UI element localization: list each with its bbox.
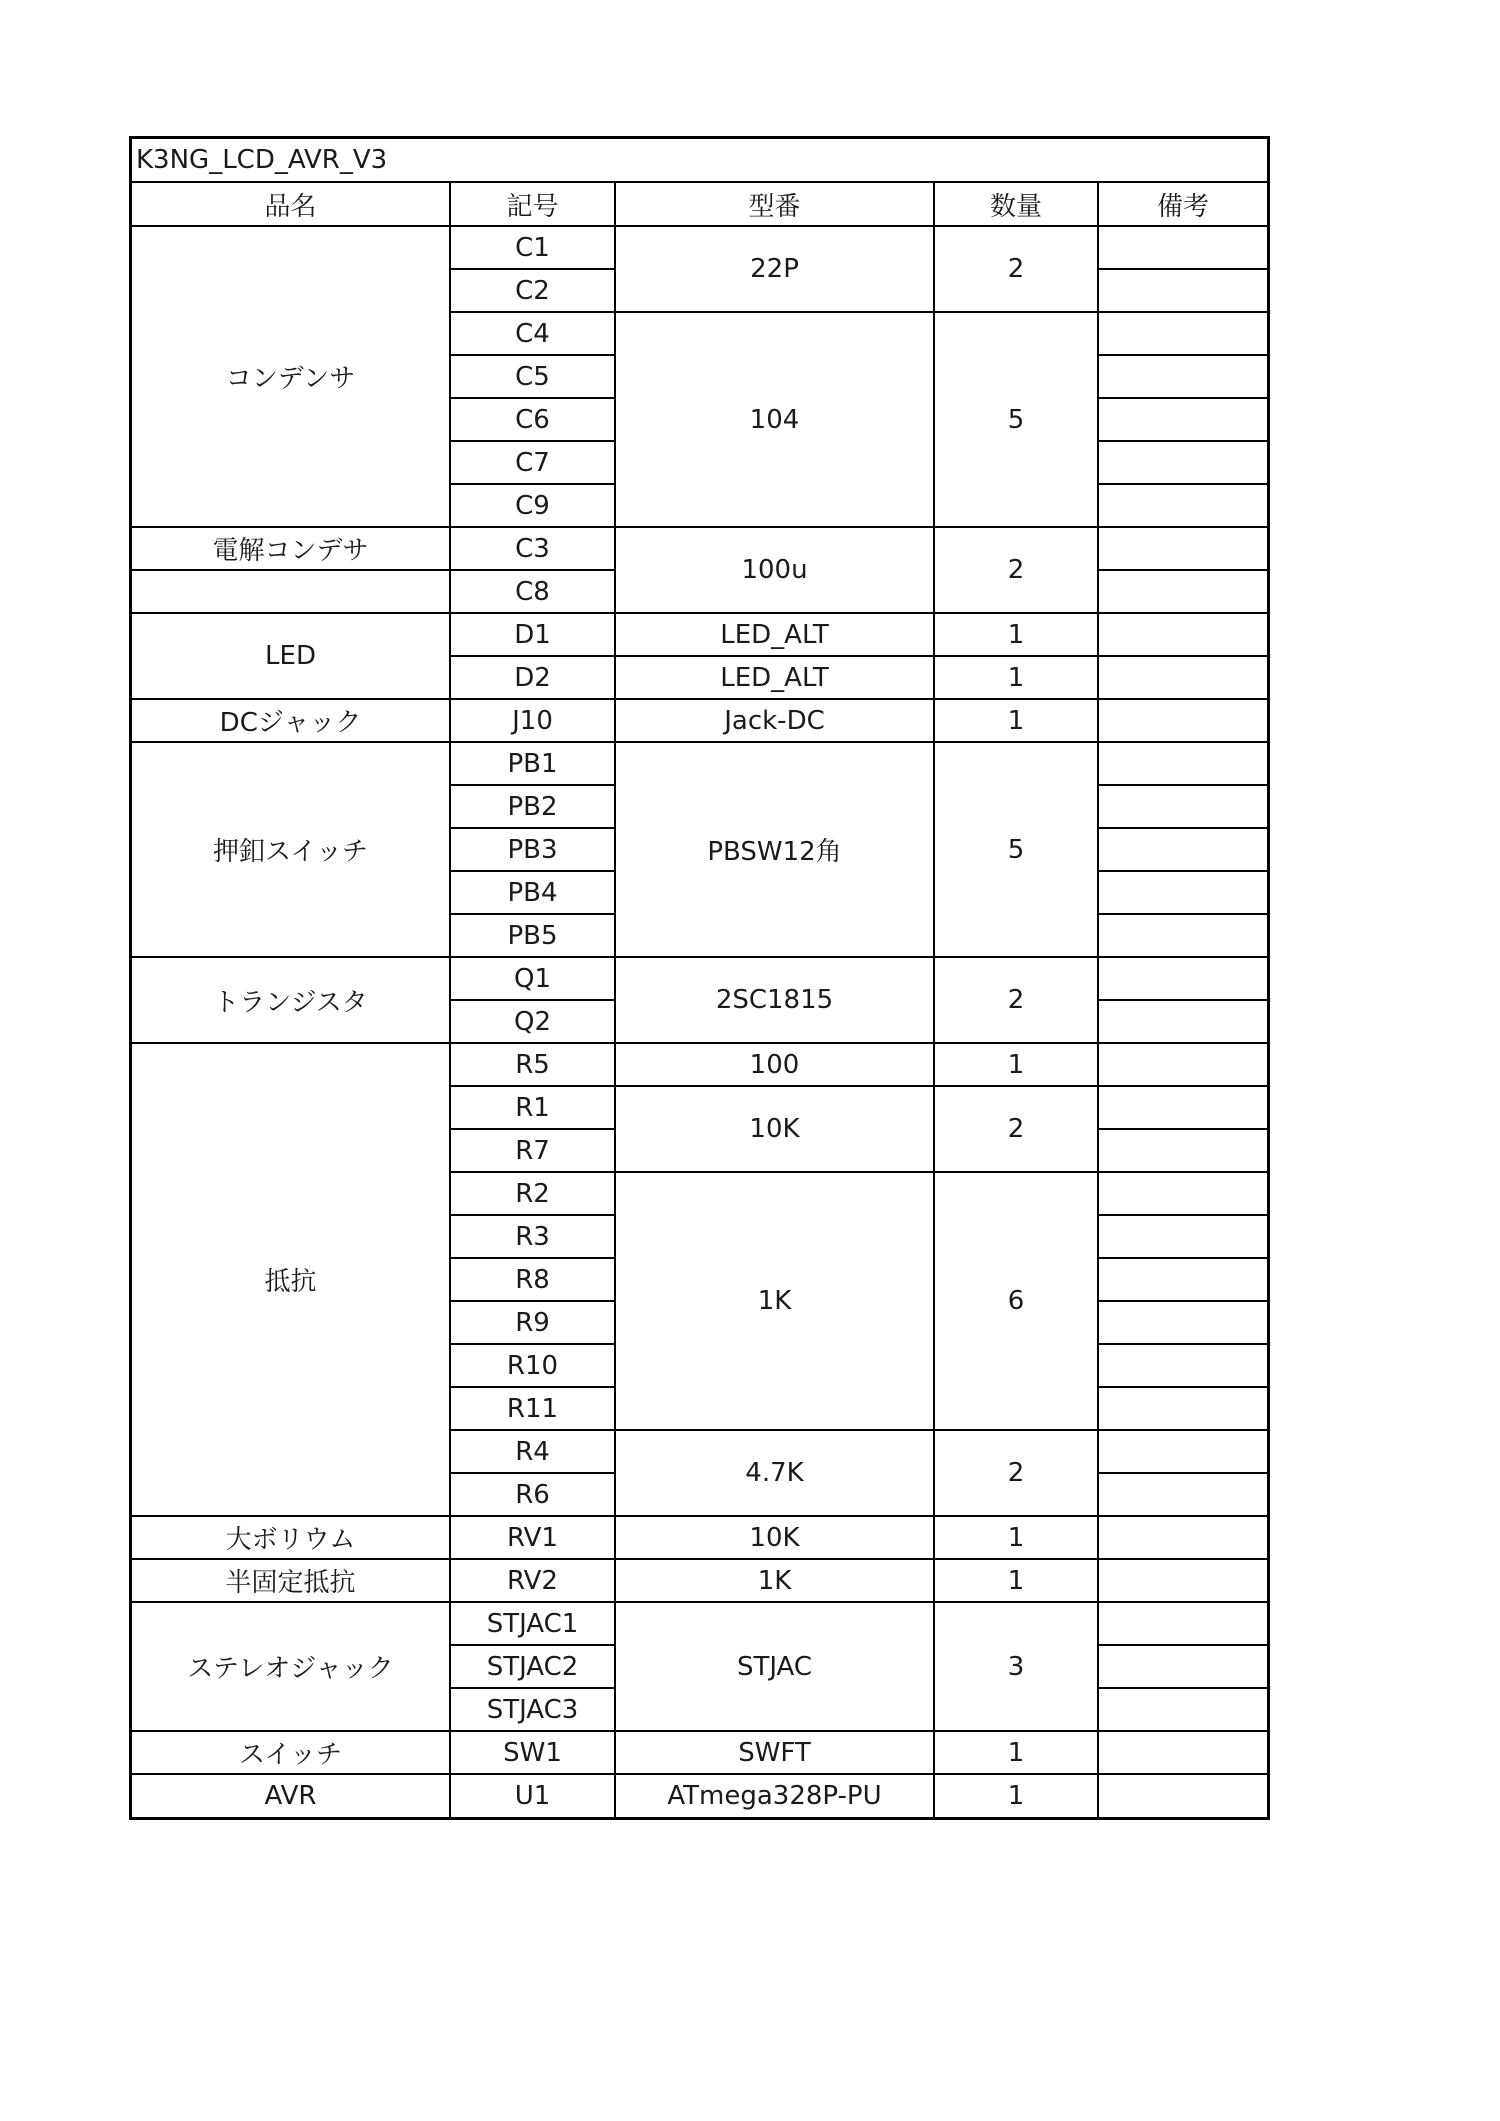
symbol-cell: RV2	[450, 1559, 615, 1602]
symbol-cell: C3	[450, 527, 615, 570]
remarks-cell	[1098, 613, 1267, 656]
symbol-cell: C1	[450, 226, 615, 269]
header-qty: 数量	[934, 183, 1098, 226]
header-name: 品名	[132, 183, 450, 226]
remarks-cell	[1098, 312, 1267, 355]
remarks-cell	[1098, 914, 1267, 957]
symbol-cell: R8	[450, 1258, 615, 1301]
symbol-cell: PB1	[450, 742, 615, 785]
quantity-cell: 2	[934, 1430, 1098, 1516]
symbol-cell: PB2	[450, 785, 615, 828]
header-remarks: 備考	[1098, 183, 1267, 226]
part-name-cell: 電解コンデサ	[132, 527, 450, 570]
model-cell: SWFT	[615, 1731, 934, 1774]
header-row	[132, 183, 1267, 226]
symbol-cell: PB4	[450, 871, 615, 914]
symbol-cell: R11	[450, 1387, 615, 1430]
symbol-cell: R10	[450, 1344, 615, 1387]
table-row	[132, 527, 1267, 570]
symbol-cell: STJAC2	[450, 1645, 615, 1688]
remarks-cell	[1098, 957, 1267, 1000]
symbol-cell: STJAC3	[450, 1688, 615, 1731]
symbol-cell: C2	[450, 269, 615, 312]
symbol-cell: PB3	[450, 828, 615, 871]
part-name-cell: 抵抗	[132, 1043, 450, 1516]
symbol-cell: C4	[450, 312, 615, 355]
remarks-cell	[1098, 1430, 1267, 1473]
symbol-cell: R2	[450, 1172, 615, 1215]
remarks-cell	[1098, 1129, 1267, 1172]
quantity-cell: 1	[934, 656, 1098, 699]
remarks-cell	[1098, 1258, 1267, 1301]
remarks-cell	[1098, 1731, 1267, 1774]
quantity-cell: 5	[934, 312, 1098, 527]
remarks-cell	[1098, 1043, 1267, 1086]
remarks-cell	[1098, 871, 1267, 914]
quantity-cell: 3	[934, 1602, 1098, 1731]
remarks-cell	[1098, 1000, 1267, 1043]
remarks-cell	[1098, 1559, 1267, 1602]
symbol-cell: R6	[450, 1473, 615, 1516]
symbol-cell: Q1	[450, 957, 615, 1000]
part-name-cell: 半固定抵抗	[132, 1559, 450, 1602]
model-cell: 4.7K	[615, 1430, 934, 1516]
table-row	[132, 613, 1267, 656]
quantity-cell: 2	[934, 226, 1098, 312]
remarks-cell	[1098, 441, 1267, 484]
quantity-cell: 1	[934, 613, 1098, 656]
remarks-cell	[1098, 828, 1267, 871]
symbol-cell: SW1	[450, 1731, 615, 1774]
symbol-cell: J10	[450, 699, 615, 742]
part-name-cell: AVR	[132, 1774, 450, 1817]
table-row	[132, 957, 1267, 1000]
quantity-cell: 6	[934, 1172, 1098, 1430]
remarks-cell	[1098, 527, 1267, 570]
table-row	[132, 742, 1267, 785]
quantity-cell: 1	[934, 699, 1098, 742]
symbol-cell: R5	[450, 1043, 615, 1086]
model-cell: 104	[615, 312, 934, 527]
part-name-cell: DCジャック	[132, 699, 450, 742]
remarks-cell	[1098, 1172, 1267, 1215]
symbol-cell: C5	[450, 355, 615, 398]
symbol-cell: R1	[450, 1086, 615, 1129]
sheet-title: K3NG_LCD_AVR_V3	[132, 139, 1267, 183]
part-name-cell	[132, 570, 450, 613]
symbol-cell: R3	[450, 1215, 615, 1258]
model-cell: 10K	[615, 1516, 934, 1559]
symbol-cell: RV1	[450, 1516, 615, 1559]
symbol-cell: C6	[450, 398, 615, 441]
table-row	[132, 1516, 1267, 1559]
quantity-cell: 1	[934, 1516, 1098, 1559]
remarks-cell	[1098, 742, 1267, 785]
quantity-cell: 1	[934, 1043, 1098, 1086]
remarks-cell	[1098, 484, 1267, 527]
quantity-cell: 2	[934, 957, 1098, 1043]
model-cell: 1K	[615, 1172, 934, 1430]
model-cell: 1K	[615, 1559, 934, 1602]
part-name-cell: スイッチ	[132, 1731, 450, 1774]
model-cell: LED_ALT	[615, 656, 934, 699]
symbol-cell: R4	[450, 1430, 615, 1473]
remarks-cell	[1098, 355, 1267, 398]
quantity-cell: 2	[934, 1086, 1098, 1172]
model-cell: STJAC	[615, 1602, 934, 1731]
table-row	[132, 1602, 1267, 1645]
symbol-cell: D1	[450, 613, 615, 656]
remarks-cell	[1098, 1215, 1267, 1258]
part-name-cell: 押釦スイッチ	[132, 742, 450, 957]
table-row	[132, 1559, 1267, 1602]
model-cell: ATmega328P-PU	[615, 1774, 934, 1817]
table-row	[132, 1731, 1267, 1774]
part-name-cell: トランジスタ	[132, 957, 450, 1043]
symbol-cell: STJAC1	[450, 1602, 615, 1645]
table-row	[132, 1774, 1267, 1817]
remarks-cell	[1098, 1602, 1267, 1645]
model-cell: 22P	[615, 226, 934, 312]
parts-list-sheet	[129, 136, 1270, 1820]
parts-body	[132, 226, 1267, 1817]
quantity-cell: 1	[934, 1559, 1098, 1602]
remarks-cell	[1098, 1086, 1267, 1129]
remarks-cell	[1098, 785, 1267, 828]
remarks-cell	[1098, 1774, 1267, 1817]
symbol-cell: PB5	[450, 914, 615, 957]
quantity-cell: 2	[934, 527, 1098, 613]
part-name-cell: LED	[132, 613, 450, 699]
symbol-cell: R9	[450, 1301, 615, 1344]
remarks-cell	[1098, 1473, 1267, 1516]
remarks-cell	[1098, 398, 1267, 441]
symbol-cell: Q2	[450, 1000, 615, 1043]
symbol-cell: C7	[450, 441, 615, 484]
quantity-cell: 1	[934, 1731, 1098, 1774]
remarks-cell	[1098, 699, 1267, 742]
symbol-cell: R7	[450, 1129, 615, 1172]
remarks-cell	[1098, 1344, 1267, 1387]
model-cell: PBSW12角	[615, 742, 934, 957]
remarks-cell	[1098, 1516, 1267, 1559]
quantity-cell: 1	[934, 1774, 1098, 1817]
remarks-cell	[1098, 656, 1267, 699]
symbol-cell: C9	[450, 484, 615, 527]
part-name-cell: コンデンサ	[132, 226, 450, 527]
header-symbol: 記号	[450, 183, 615, 226]
symbol-cell: U1	[450, 1774, 615, 1817]
model-cell: Jack-DC	[615, 699, 934, 742]
table-row	[132, 226, 1267, 269]
remarks-cell	[1098, 1688, 1267, 1731]
parts-table	[132, 183, 1267, 1817]
model-cell: 2SC1815	[615, 957, 934, 1043]
remarks-cell	[1098, 1645, 1267, 1688]
model-cell: 10K	[615, 1086, 934, 1172]
symbol-cell: D2	[450, 656, 615, 699]
model-cell: 100u	[615, 527, 934, 613]
header-model: 型番	[615, 183, 934, 226]
part-name-cell: ステレオジャック	[132, 1602, 450, 1731]
symbol-cell: C8	[450, 570, 615, 613]
remarks-cell	[1098, 570, 1267, 613]
remarks-cell	[1098, 1301, 1267, 1344]
table-row	[132, 1043, 1267, 1086]
table-row	[132, 699, 1267, 742]
remarks-cell	[1098, 1387, 1267, 1430]
quantity-cell: 5	[934, 742, 1098, 957]
part-name-cell: 大ボリウム	[132, 1516, 450, 1559]
remarks-cell	[1098, 269, 1267, 312]
remarks-cell	[1098, 226, 1267, 269]
model-cell: LED_ALT	[615, 613, 934, 656]
model-cell: 100	[615, 1043, 934, 1086]
